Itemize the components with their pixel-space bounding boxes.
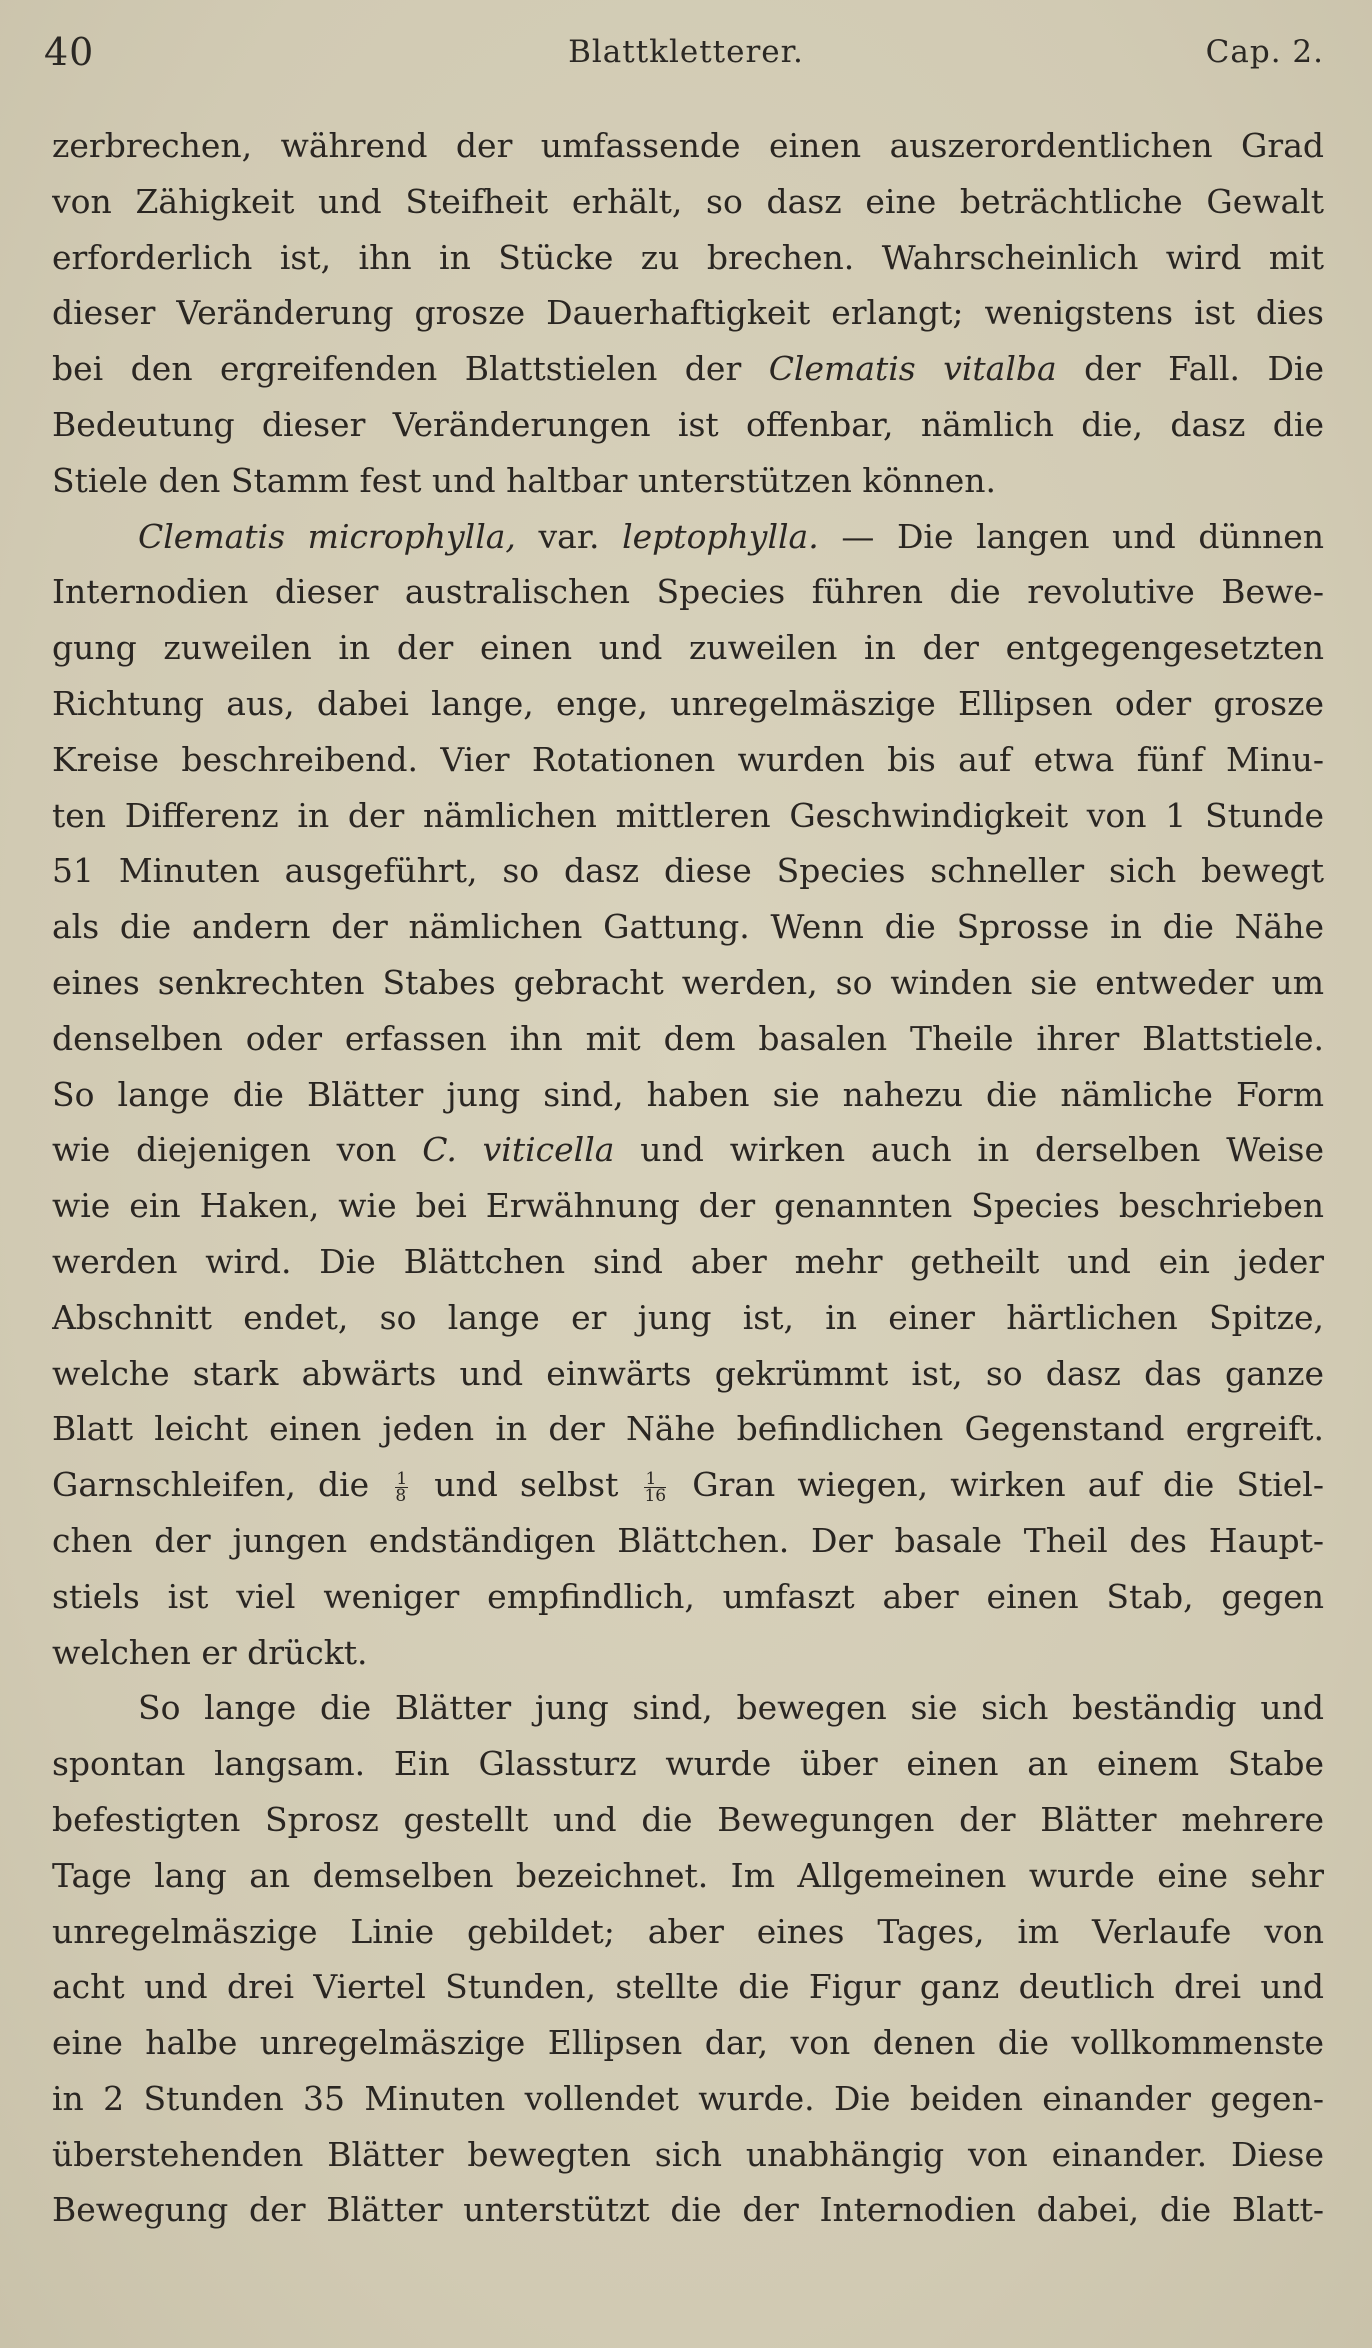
- text-line: wie ein Haken, wie bei Erwähnung der genannten Species beschrieben: [52, 1186, 1324, 1226]
- page-number: 40: [44, 30, 95, 74]
- text-line: [52, 1122, 1324, 1178]
- text-run: — Die langen und dünnen: [818, 516, 1324, 556]
- text-run: wie diejenigen von: [52, 1130, 423, 1170]
- text-line: Blatt leicht einen jeden in der Nähe befindlichen Gegenstand ergreift.: [52, 1409, 1324, 1449]
- text-line: ten Differenz in der nämlichen mittleren Geschwindigkeit von 1 Stunde: [52, 795, 1324, 835]
- text-line: [52, 509, 1324, 565]
- text-line: eine halbe unregelmäszige Ellipsen dar, von denen die vollkommenste: [52, 2023, 1324, 2063]
- text-line: Stiele den Stamm fest und haltbar unterstützen können.: [52, 460, 996, 500]
- species-name: Clematis vitalba: [768, 349, 1057, 389]
- text-line: Richtung aus, dabei lange, enge, unregelmäszige Ellipsen oder grosze: [52, 683, 1324, 723]
- variety-name: leptophylla.: [622, 516, 819, 556]
- text-line: Abschnitt endet, so lange er jung ist, in einer härtlichen Spitze,: [52, 1297, 1324, 1337]
- text-run: und selbst: [412, 1465, 641, 1505]
- text-line: [52, 1457, 1324, 1513]
- chapter-label: Cap. 2.: [1205, 34, 1324, 70]
- species-name: Clematis microphylla,: [138, 516, 516, 556]
- body-text: [52, 118, 1324, 2238]
- text-line: überstehenden Blätter bewegten sich unabhängig von einander. Diese: [52, 2134, 1324, 2174]
- text-line: Bewegung der Blätter unterstützt die der Internodien dabei, die Blatt-: [52, 2190, 1324, 2230]
- text-line: welchen er drückt.: [52, 1632, 368, 1672]
- text-line: Tage lang an demselben bezeichnet. Im Allgemeinen wurde eine sehr: [52, 1855, 1324, 1895]
- text-run: Garnschleifen, die: [52, 1465, 392, 1505]
- text-line: denselben oder erfassen ihn mit dem basalen Theile ihrer Blattstiele.: [52, 1018, 1324, 1058]
- fraction: [644, 1468, 667, 1506]
- text-line: So lange die Blätter jung sind, bewegen sie sich beständig und: [138, 1688, 1324, 1728]
- species-name: C. viticella: [422, 1130, 615, 1170]
- text-line: So lange die Blätter jung sind, haben sie nahezu die nämliche Form: [52, 1074, 1324, 1114]
- text-line: welche stark abwärts und einwärts gekrümmt ist, so dasz das ganze: [52, 1353, 1324, 1393]
- text-line: eines senkrechten Stabes gebracht werden, so winden sie entweder um: [52, 962, 1324, 1002]
- text-line: acht und drei Viertel Stunden, stellte die Figur ganz deutlich drei und: [52, 1967, 1324, 2007]
- text-line: in 2 Stunden 35 Minuten vollendet wurde. Die beiden einander gegen-: [52, 2078, 1324, 2118]
- text-line: [52, 341, 1324, 397]
- text-line: als die andern der nämlichen Gattung. Wenn die Sprosse in die Nähe: [52, 907, 1324, 947]
- text-line: stiels ist viel weniger empfindlich, umfaszt aber einen Stab, gegen: [52, 1576, 1324, 1616]
- text-line: von Zähigkeit und Steifheit erhält, so dasz eine beträchtliche Gewalt: [52, 181, 1324, 221]
- text-run: Gran wiegen, wirken auf die Stiel-: [670, 1465, 1324, 1505]
- text-run: der Fall. Die: [1056, 349, 1324, 389]
- text-run: var.: [515, 516, 623, 556]
- text-line: dieser Veränderung grosze Dauerhaftigkeit erlangt; wenigstens ist dies: [52, 293, 1324, 333]
- text-run: bei den ergreifenden Blattstielen der: [52, 349, 769, 389]
- text-line: Kreise beschreibend. Vier Rotationen wurden bis auf etwa fünf Minu-: [52, 739, 1324, 779]
- text-line: zerbrechen, während der umfassende einen auszerordentlichen Grad: [52, 126, 1324, 165]
- text-line: werden wird. Die Blättchen sind aber mehr getheilt und ein jeder: [52, 1241, 1324, 1281]
- text-line: Bedeutung dieser Veränderungen ist offenbar, nämlich die, dasz die: [52, 404, 1324, 444]
- running-title: Blattkletterer.: [568, 34, 804, 70]
- text-line: spontan langsam. Ein Glassturz wurde über einen an einem Stabe: [52, 1744, 1324, 1784]
- fraction-numerator: 1: [396, 1468, 408, 1489]
- fraction-numerator: 1: [644, 1471, 666, 1488]
- text-line: befestigten Sprosz gestellt und die Bewegungen der Blätter mehrere: [52, 1799, 1324, 1839]
- text-line: erforderlich ist, ihn in Stücke zu brechen. Wahrscheinlich wird mit: [52, 237, 1324, 277]
- text-line: 51 Minuten ausgeführt, so dasz diese Species schneller sich bewegt: [52, 851, 1324, 891]
- text-line: chen der jungen endständigen Blättchen. Der basale Theil des Haupt-: [52, 1520, 1324, 1560]
- text-line: gung zuweilen in der einen und zuweilen in der entgegengesetzten: [52, 628, 1324, 668]
- fraction: [395, 1468, 408, 1506]
- text-line: Internodien dieser australischen Species führen die revolutive Bewe-: [52, 572, 1324, 612]
- running-head: [0, 30, 1372, 80]
- text-line: unregelmäszige Linie gebildet; aber eines Tages, im Verlaufe von: [52, 1911, 1324, 1951]
- text-run: und wirken auch in derselben Weise: [614, 1130, 1324, 1170]
- fraction-denominator: 16: [644, 1485, 667, 1506]
- fraction-denominator: 8: [395, 1485, 407, 1506]
